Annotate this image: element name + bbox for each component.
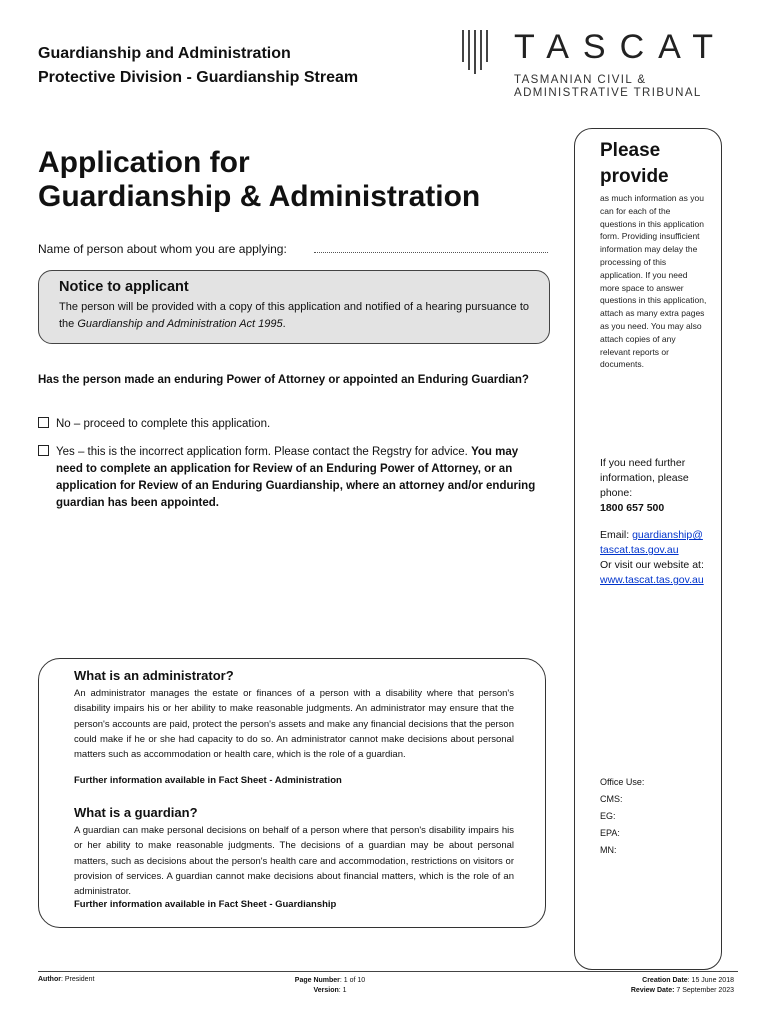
header-line-2: Protective Division - Guardianship Stream	[38, 69, 359, 86]
person-name-label: Name of person about whom you are applying:	[38, 242, 287, 256]
person-name-row	[38, 242, 548, 256]
sidebar-help-text: If you need further information, please phone:	[600, 457, 689, 499]
email-link-part-1[interactable]: guardianship@	[632, 529, 703, 541]
option-yes-bold-a: You may	[471, 446, 519, 458]
checkbox-yes[interactable]	[38, 445, 49, 456]
logo-subtitle	[514, 74, 702, 100]
office-eg: EG:	[600, 811, 616, 821]
person-name-field[interactable]	[314, 242, 548, 253]
website-link[interactable]: www.tascat.tas.gov.au	[600, 574, 704, 586]
option-yes-bold-b: need to complete an application for Review of an Enduring Power of Attorney, or an application for Review of an Enduring Guardianship, where an attorney and/or enduring guardian has been appointed.	[56, 463, 536, 509]
guardian-further: Further information available in Fact Sheet - Guardianship	[74, 899, 337, 910]
footer-author-value: : President	[60, 976, 95, 983]
office-epa: EPA:	[600, 828, 620, 838]
sidebar-help	[600, 456, 712, 516]
logo-bars-icon	[462, 30, 488, 74]
sidebar-contact	[600, 528, 712, 588]
option-yes-label: Yes – this is the incorrect application form. Please contact the Regstry for advice.	[56, 446, 468, 458]
footer-page	[270, 976, 390, 996]
administrator-further: Further information available in Fact Sheet - Administration	[74, 775, 342, 786]
office-use-title: Office Use:	[600, 777, 645, 787]
option-no-label: No – proceed to complete this application.	[56, 418, 271, 430]
sidebar-heading-1: Please	[600, 140, 661, 161]
sidebar-heading-2: provide	[600, 166, 669, 187]
footer-version-label: Version	[313, 987, 339, 994]
email-link-part-2[interactable]: tascat.tas.gov.au	[600, 544, 679, 556]
page-title	[38, 146, 480, 214]
notice-text-body: The person will be provided with a copy of this application and notified of a hearing pursuance to the	[59, 301, 529, 330]
header-line-1: Guardianship and Administration	[38, 45, 291, 62]
epa-question: Has the person made an enduring Power of Attorney or appointed an Enduring Guardian?	[38, 374, 529, 386]
sidebar-body: as much information as you can for each of the questions in this application form. Providing insufficient information may delay the processing of this application. If you need more space to answer questions in this application, attach as many extra pages as you need. You may also attach copies of any relevant reports or documents.	[600, 193, 707, 370]
footer-author	[38, 976, 94, 983]
visit-text: Or visit our website at:	[600, 559, 704, 571]
footer-version-value: : 1	[338, 987, 347, 994]
notice-act: Guardianship and Administration Act 1995	[77, 318, 283, 330]
footer-created-value: : 15 June 2018	[687, 977, 734, 984]
notice-text	[59, 299, 529, 333]
administrator-heading: What is an administrator?	[74, 668, 234, 683]
footer-author-label: Author	[38, 976, 61, 983]
notice-text-end: .	[282, 318, 286, 330]
title-line-1: Application for	[38, 146, 250, 179]
logo-subtitle-2: ADMINISTRATIVE TRIBUNAL	[514, 87, 702, 99]
sidebar-heading	[600, 138, 669, 190]
footer-created-label: Creation Date	[642, 977, 688, 984]
guardian-heading: What is a guardian?	[74, 805, 198, 820]
email-label: Email:	[600, 529, 633, 541]
option-no[interactable]	[38, 416, 550, 433]
logo-subtitle-1: TASMANIAN CIVIL &	[514, 74, 647, 86]
checkbox-no[interactable]	[38, 417, 49, 428]
office-use	[600, 774, 644, 859]
office-cms: CMS:	[600, 794, 623, 804]
guardian-text: A guardian can make personal decisions on behalf of a person where that person's disability impairs his or her ability to make reasonable judgments. The decisions of a guardian may be about personal matters, such as decisions about the person's health care and accommodation, restrictions on visitors or provision of services. A guardian cannot make decisions about financial matters, which is the role of an administrator.	[74, 825, 514, 898]
notice-box	[38, 270, 550, 344]
form-header	[38, 42, 358, 90]
option-yes[interactable]	[38, 444, 550, 512]
footer-page-label: Page Number	[294, 977, 340, 984]
footer-divider	[38, 971, 738, 972]
footer-review-label: Review Date:	[630, 987, 675, 994]
tascat-logo	[462, 28, 728, 104]
footer-review-value: 7 September 2023	[674, 987, 734, 994]
sidebar-phone: 1800 657 500	[600, 502, 665, 514]
office-mn: MN:	[600, 845, 617, 855]
footer-page-value: : 1 of 10	[339, 977, 366, 984]
administrator-text: An administrator manages the estate or finances of a person with a disability where that person's disability impairs his or her ability to make reasonable judgments. An administrator may ensure that the person's accounts are paid, protect the person's assets and make any financial decisions that the person could make if he or she had capacity to do so. An administrator cannot make decisions about personal matters such as accommodation or health care, which is the role of a guardian.	[74, 688, 514, 761]
logo-wordmark: TASCAT	[514, 28, 728, 66]
title-line-2: Guardianship & Administration	[38, 180, 481, 213]
notice-heading: Notice to applicant	[59, 279, 189, 295]
footer-dates	[560, 976, 734, 996]
